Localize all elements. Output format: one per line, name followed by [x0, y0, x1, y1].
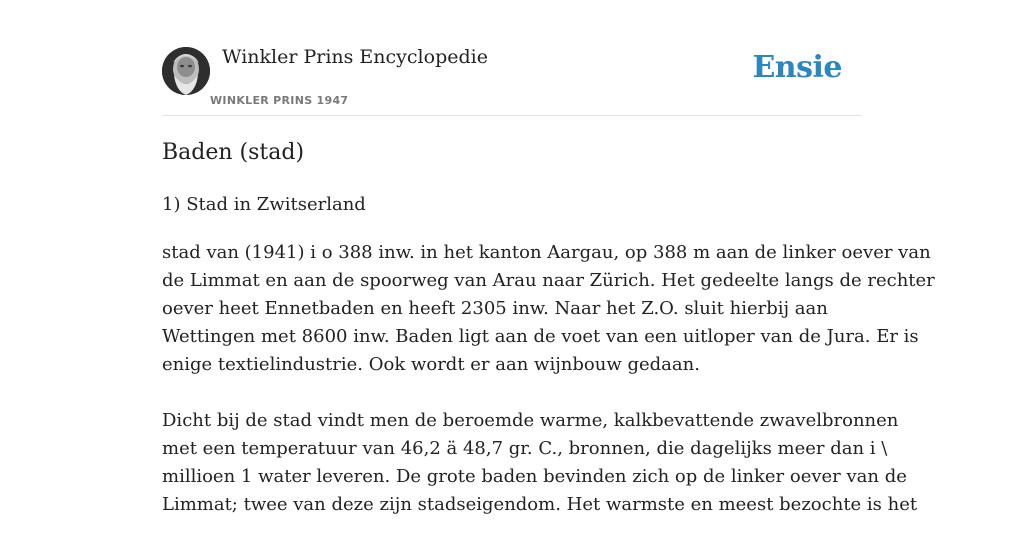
section-title: 1) Stad in Zwitserland [162, 194, 366, 215]
site-header [162, 0, 862, 116]
brand-logo-link[interactable]: Ensie [752, 50, 842, 85]
page-container [162, 0, 935, 515]
site-title-link[interactable]: Winkler Prins Encyclopedie [222, 46, 488, 68]
article-paragraph [162, 239, 935, 379]
site-subtitle: WINKLER PRINS 1947 [210, 94, 349, 107]
article-paragraph [162, 407, 918, 519]
text-line: Wettingen met 8600 inw. Baden ligt aan de voet van een uitloper van de Jura. Er is [162, 326, 919, 347]
text-line: stad van (1941) i o 388 inw. in het kanton Aargau, op 388 m aan de linker oever van [162, 242, 931, 263]
article-title: Baden (stad) [162, 140, 305, 165]
text-line: met een temperatuur van 46,2 ä 48,7 gr. C., bronnen, die dagelijks meer dan i \ [162, 438, 888, 459]
author-portrait-icon[interactable] [162, 47, 210, 95]
text-line: oever heet Ennetbaden en heeft 2305 inw. Naar het Z.O. sluit hierbij aan [162, 298, 828, 319]
text-line: millioen 1 water leveren. De grote baden bevinden zich op de linker oever van de [162, 466, 907, 487]
text-line: Limmat; twee van deze zijn stadseigendom. Het warmste en meest bezochte is het [162, 494, 918, 515]
text-line: de Limmat en aan de spoorweg van Arau naar Zürich. Het gedeelte langs de rechter [162, 270, 935, 291]
text-line: Dicht bij de stad vindt men de beroemde warme, kalkbevattende zwavelbronnen [162, 410, 899, 431]
text-line: enige textielindustrie. Ook wordt er aan wijnbouw gedaan. [162, 354, 700, 375]
article-body [162, 239, 935, 547]
